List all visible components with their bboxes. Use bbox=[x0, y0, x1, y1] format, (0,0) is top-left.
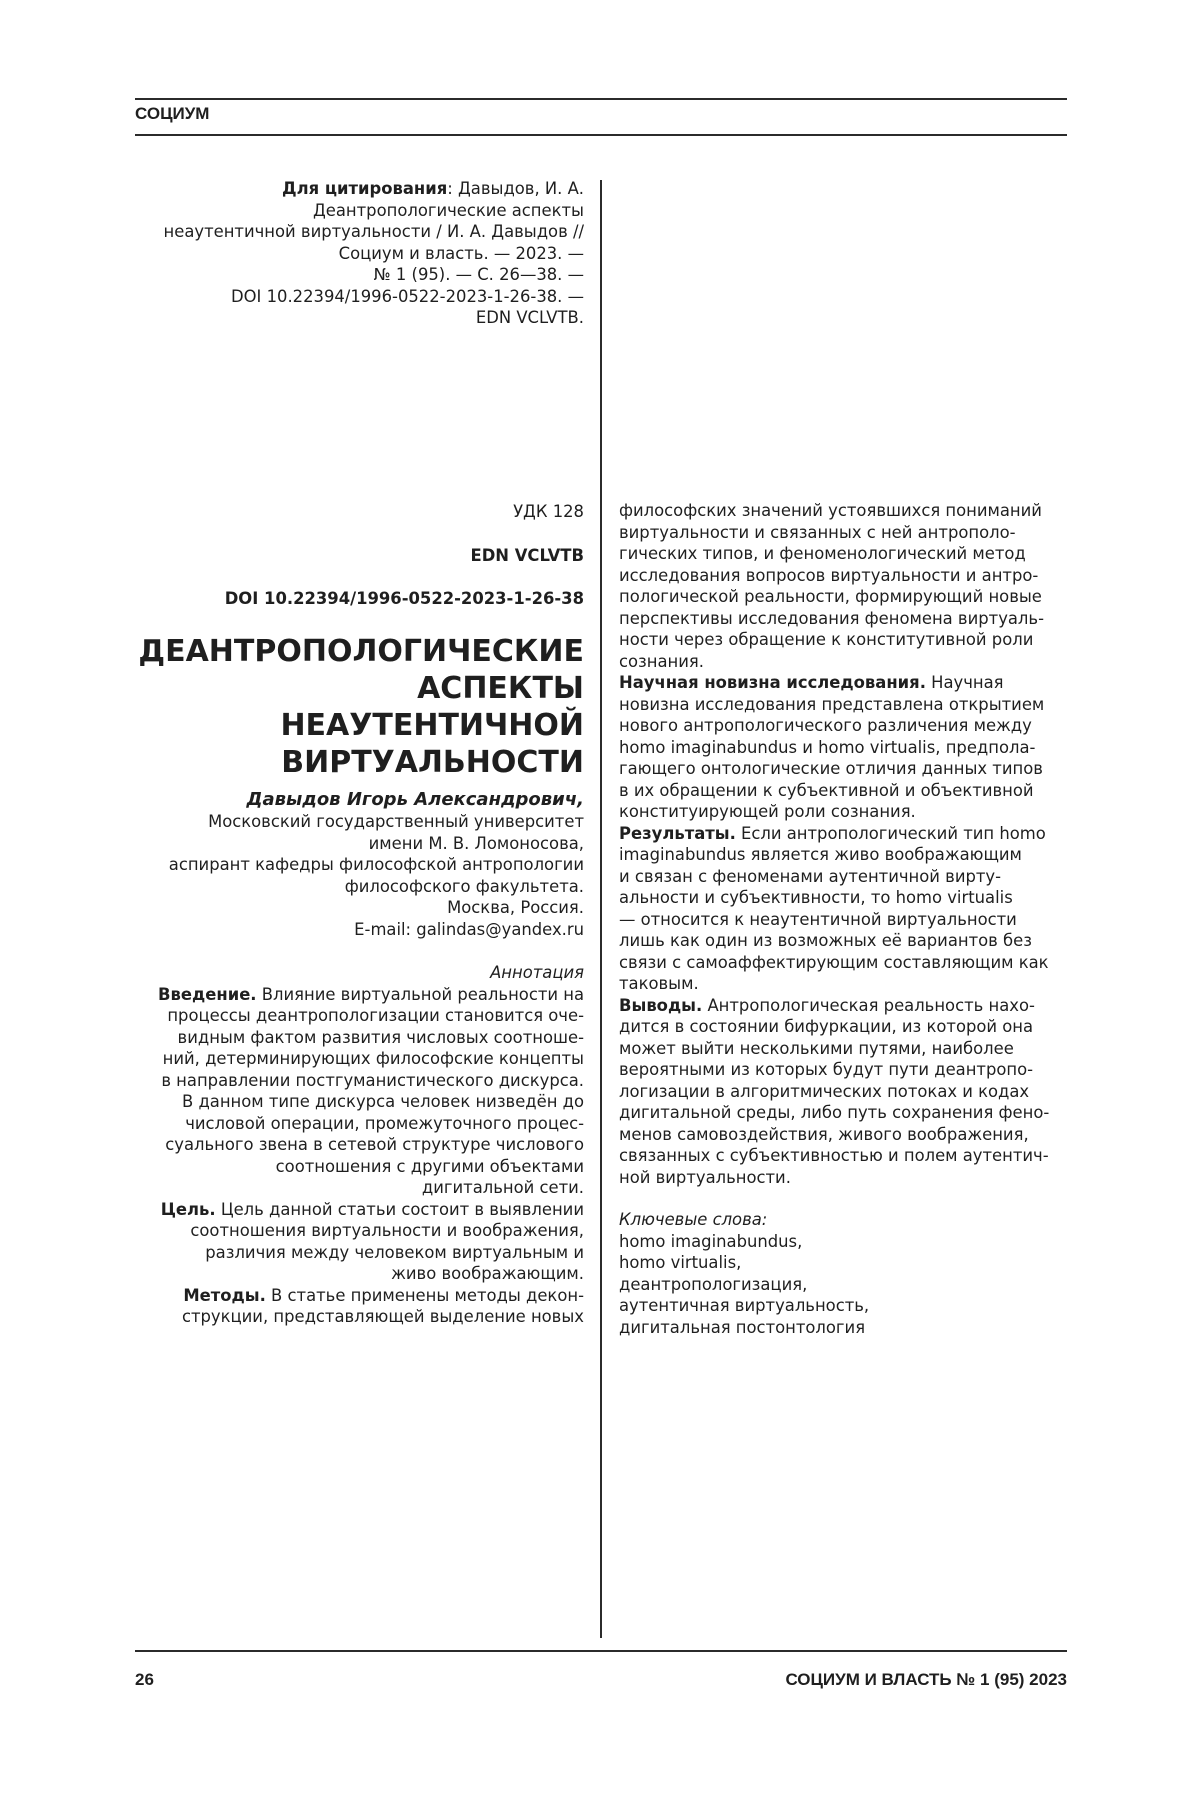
citation-line-5: № 1 (95). — С. 26—38. — bbox=[114, 264, 584, 286]
methods-label: Методы. bbox=[183, 1286, 265, 1305]
author-name: Давыдов Игорь Александрович, bbox=[114, 788, 584, 811]
footer-journal-title: СОЦИУМ И ВЛАСТЬ № 1 (95) 2023 bbox=[785, 1670, 1067, 1690]
citation-line-4: Социум и власть. — 2023. — bbox=[114, 243, 584, 265]
running-head-section: СОЦИУМ bbox=[135, 104, 209, 124]
abstract-goal: Цель. Цель данной статьи состоит в выявлении соотношения виртуальности и воображения, различия между человеком виртуальным и живо воображающим. bbox=[114, 1199, 584, 1285]
keyword: деантропологизация, bbox=[619, 1274, 1067, 1296]
abstract-novelty: Научная новизна исследования. Научная новизна исследования представлена открытием нового антропологического различения между homo imaginabundus и homo virtualis, предпола- гающего онтологические отличия данных типов в их обращении к субъективной и объективной конституирующей роли сознания. bbox=[619, 672, 1067, 823]
keywords-label: Ключевые слова: bbox=[619, 1209, 1067, 1231]
abstract-right bbox=[619, 500, 1067, 1338]
author-affiliation-line: Москва, Россия. bbox=[114, 897, 584, 919]
goal-label: Цель. bbox=[161, 1200, 216, 1219]
edn-code: EDN VCLVTB bbox=[471, 546, 585, 565]
abstract-left bbox=[114, 962, 584, 1328]
footer-rule bbox=[135, 1650, 1067, 1652]
keyword: homo imaginabundus, bbox=[619, 1231, 1067, 1253]
keyword: дигитальная постонтология bbox=[619, 1317, 1067, 1339]
results-label: Результаты. bbox=[619, 824, 736, 843]
methods-continuation: философских значений устоявшихся пониманий виртуальности и связанных с ней антрополо- гических типов, и феноменологический метод исследования вопросов виртуальности и антро- пологической реальности, формирующий новые перспективы исследования феномена виртуаль- ности через обращение к конститутивной роли сознания. bbox=[619, 500, 1067, 672]
abstract-conclusions: Выводы. Антропологическая реальность нахо- дится в состоянии бифуркации, из которой она может выйти несколькими путями, наиболее вероятными из которых будут пути деантропо- логизации в алгоритмических потоках и кодах дигитальной среды, либо путь сохранения фено- менов самовоздействия, живого воображения, связанных с субъективностью и полем аутентич- ной виртуальности. bbox=[619, 995, 1067, 1189]
author-block bbox=[114, 788, 584, 940]
header-top-rule bbox=[135, 98, 1067, 100]
citation-block bbox=[114, 178, 584, 329]
title-line: ВИРТУАЛЬНОСТИ bbox=[114, 744, 584, 781]
keywords-block bbox=[619, 1209, 1067, 1338]
abstract-results: Результаты. Если антропологический тип homo imaginabundus является живо воображающим и связан с феноменами аутентичной вирту- альности и субъективности, то homo virtualis — относится к неаутентичной виртуальности лишь как один из возможных её вариантов без связи с самоаффектирующим составляющим как таковым. bbox=[619, 823, 1067, 995]
title-line: ДЕАНТРОПОЛОГИЧЕСКИЕ bbox=[114, 633, 584, 670]
keyword: аутентичная виртуальность, bbox=[619, 1295, 1067, 1317]
introduction-label: Введение. bbox=[158, 985, 257, 1004]
udk-code: УДК 128 bbox=[513, 502, 584, 521]
author-email: E-mail: galindas@yandex.ru bbox=[114, 919, 584, 941]
abstract-introduction: Введение. Влияние виртуальной реальности на процессы деантропологизации становится оче- видным фактом развития числовых соотноше- ний, детерминирующих философские концепты в направлении постгуманистического дискурса. В данном типе дискурса человек низведён до числовой операции, промежуточного процес- суального звена в сетевой структуре числового соотношения с другими объектами дигитальной сети. bbox=[114, 984, 584, 1199]
keyword: homo virtualis, bbox=[619, 1252, 1067, 1274]
header-bottom-rule bbox=[135, 134, 1067, 136]
citation-line-6: DOI 10.22394/1996-0522-2023-1-26-38. — bbox=[114, 286, 584, 308]
abstract-heading: Аннотация bbox=[114, 962, 584, 984]
citation-label: Для цитирования bbox=[282, 179, 447, 198]
author-affiliation-line: Московский государственный университет bbox=[114, 811, 584, 833]
citation-line-3: неаутентичной виртуальности / И. А. Давыдов // bbox=[114, 221, 584, 243]
title-line: НЕАУТЕНТИЧНОЙ bbox=[114, 707, 584, 744]
citation-line-7: EDN VCLVTB. bbox=[114, 307, 584, 329]
citation-line-2: Деантропологические аспекты bbox=[114, 200, 584, 222]
citation-line-1: Для цитирования: Давыдов, И. А. bbox=[114, 178, 584, 200]
doi-code: DOI 10.22394/1996-0522-2023-1-26-38 bbox=[225, 589, 584, 608]
title-line: АСПЕКТЫ bbox=[114, 670, 584, 707]
author-affiliation-line: философского факультета. bbox=[114, 876, 584, 898]
author-affiliation-line: аспирант кафедры философской антропологии bbox=[114, 854, 584, 876]
page-number: 26 bbox=[135, 1670, 154, 1690]
article-title bbox=[114, 633, 584, 781]
column-divider bbox=[600, 180, 602, 1638]
conclusions-label: Выводы. bbox=[619, 996, 702, 1015]
abstract-methods: Методы. В статье применены методы декон- струкции, представляющей выделение новых bbox=[114, 1285, 584, 1328]
novelty-label: Научная новизна исследования. bbox=[619, 673, 926, 692]
author-affiliation-line: имени М. В. Ломоносова, bbox=[114, 833, 584, 855]
